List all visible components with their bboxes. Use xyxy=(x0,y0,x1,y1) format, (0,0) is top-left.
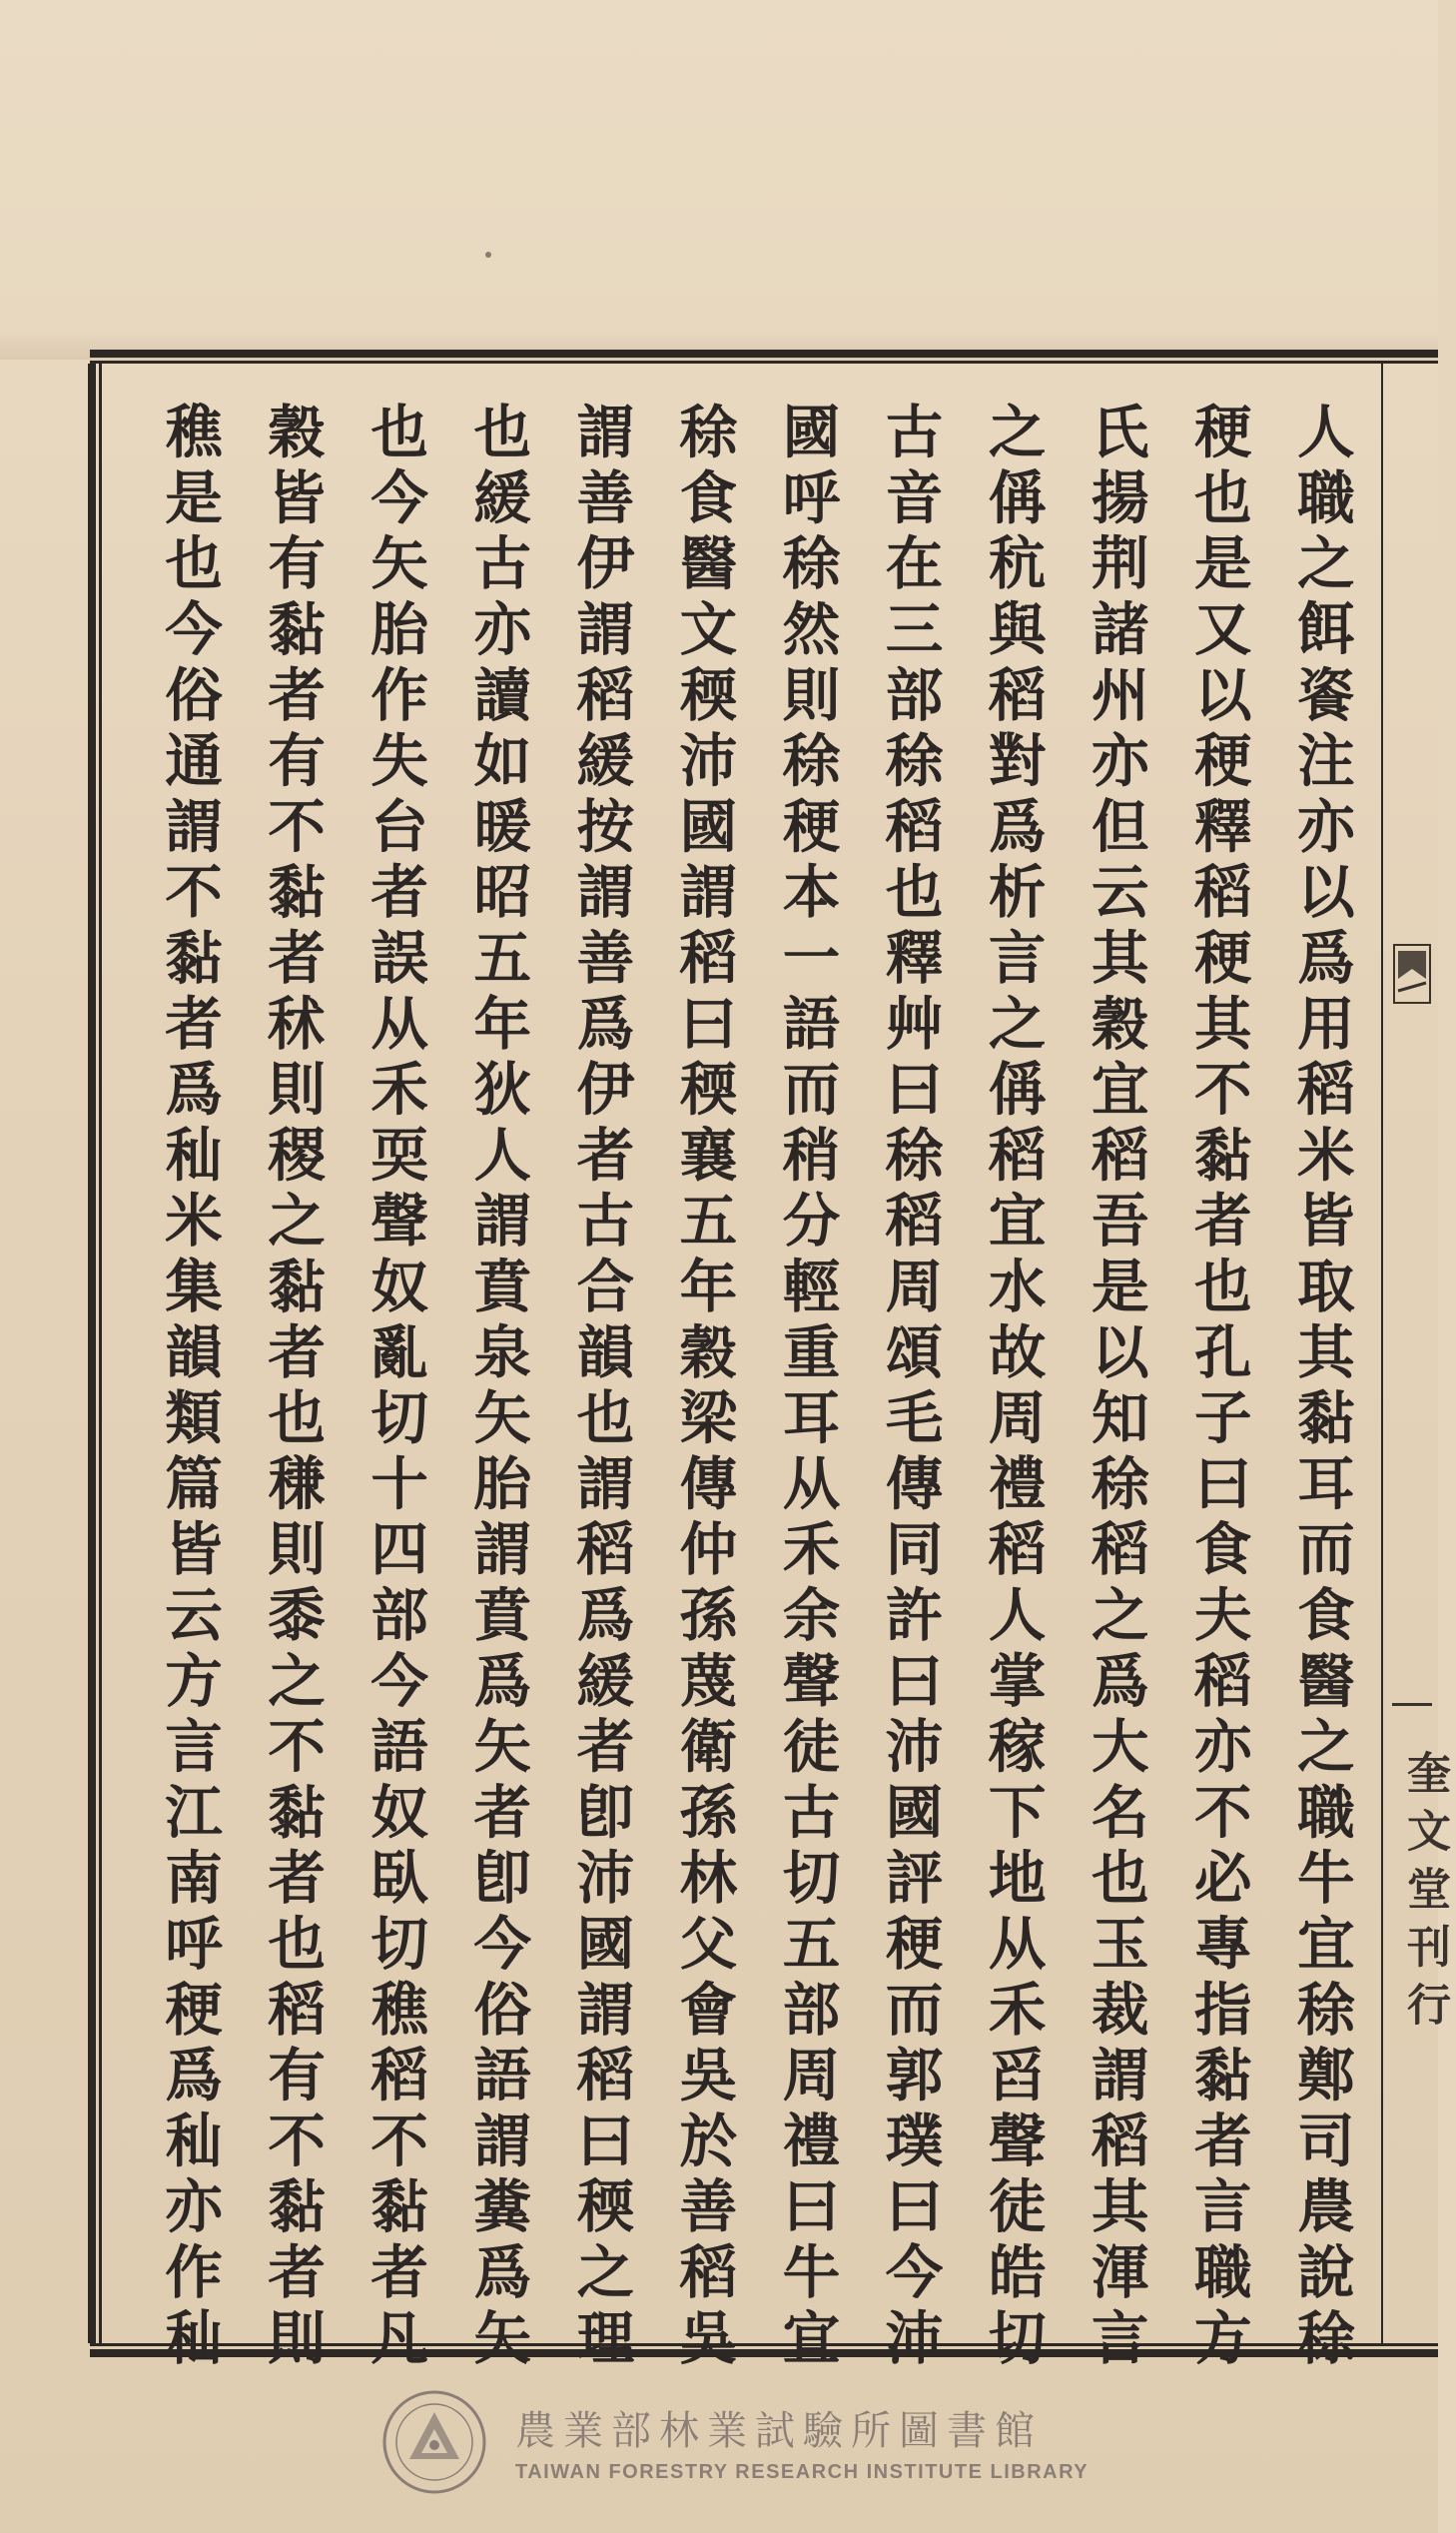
frame-left-border xyxy=(88,364,102,2343)
text-column: 之偁秔與稻對爲析言之偁稻宜水故周禮稻人掌稼下地从禾舀聲徒皓切 xyxy=(979,402,1048,2373)
text-column: 也今矢胎作失台者誤从禾耎聲奴亂切十四部今語奴臥切穛稻不黏者凡 xyxy=(362,402,430,2373)
library-name-en: TAIWAN FORESTRY RESEARCH INSTITUTE LIBRARY xyxy=(515,2461,1090,2483)
text-column: 人職之餌餈注亦以爲用稻米皆取其黏耳而食醫之職牛宜稌鄭司農說稌 xyxy=(1287,402,1356,2373)
blockhead-margin xyxy=(1388,364,1438,2343)
text-column: 謂善伊謂稻緩按謂善爲伊者古合韻也謂稻爲緩者卽沛國謂稻曰稬之理 xyxy=(567,402,636,2373)
text-column: 也緩古亦讀如暖昭五年狄人謂賁泉矢胎謂賁爲矢者卽今俗語謂糞爲矢 xyxy=(464,402,533,2373)
text-columns xyxy=(152,402,1360,2373)
text-column: 穛是也今俗通謂不黏者爲秈米集韻類篇皆云方言江南呼稉爲秈亦作秈 xyxy=(156,402,224,2373)
blockhead-divider xyxy=(1381,364,1383,2343)
text-column: 稉也是又以稉釋稻稉其不黏者也孔子曰食夫稻亦不必專指黏者言職方 xyxy=(1184,402,1253,2373)
library-name-zh: 農業部林業試驗所圖書館 xyxy=(515,2409,1043,2453)
fishtail-mark-icon xyxy=(1390,939,1434,1009)
page-number-mark xyxy=(1392,1703,1432,1706)
publisher-imprint: 奎文堂刊行 xyxy=(1399,1750,1450,2040)
text-column: 穀皆有黏者有不黏者秫則稷之黏者也稴則黍之不黏者也稻有不黏者則 xyxy=(259,402,328,2373)
text-column: 國呼稌然則稌稉本一語而稍分輕重耳从禾余聲徒古切五部周禮曰牛宜 xyxy=(773,402,842,2373)
paper-speck xyxy=(485,252,491,258)
frame-top-border xyxy=(90,350,1438,364)
text-column: 稌食醫文稬沛國謂稻曰稬襄五年穀梁傳仲孫蔑衛孫林父會吳於善稻吳 xyxy=(670,402,739,2373)
text-column: 氏揚荆諸州亦但云其穀宜稻吾是以知稌稻之爲大名也玉裁謂稻其渾言 xyxy=(1082,402,1150,2373)
library-seal-icon xyxy=(379,2387,489,2497)
text-column: 古音在三部稌稻也釋艸曰稌稻周頌毛傳同許曰沛國評稉而郭璞曰今沛 xyxy=(876,402,945,2373)
